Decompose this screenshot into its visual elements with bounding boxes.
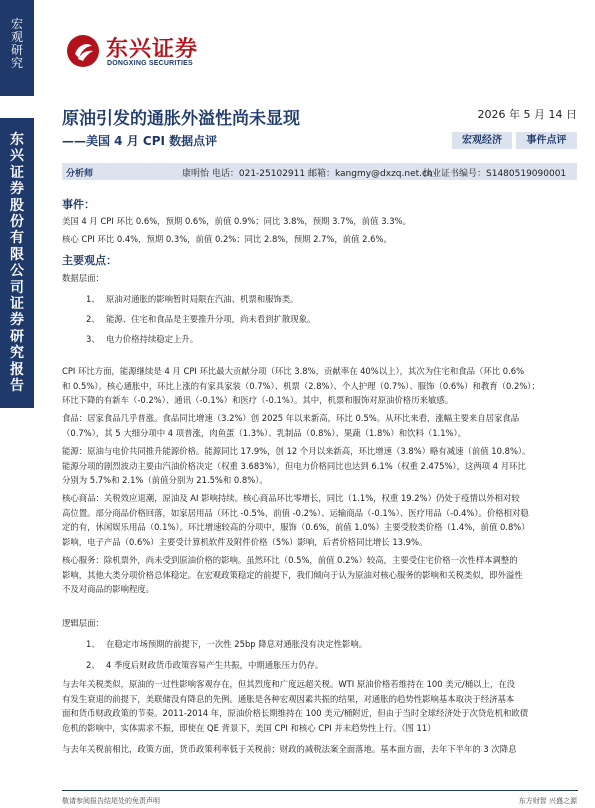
text-line: 核心商品：关税效应退潮，原油及 AI 影响持续。核心商品环比零增长，同比（1.1%，权重 19.2%）仍处于疫情以外相对较 (62, 493, 520, 503)
sidebar-char: 份 (10, 214, 24, 231)
sidebar-char: 究 (10, 345, 24, 362)
list-item-text: 电力价格持续稳定上升。 (106, 334, 199, 344)
list-item-text: 原油对通胀的影响暂时局限在汽油、机票和服饰类。 (106, 294, 299, 304)
list-item-text: 4 季度后财政货币政策容易产生共振，中期通胀压力仍存。 (106, 660, 324, 670)
logo-mark-icon (66, 34, 100, 68)
disclaimer-note: 敬请参阅报告结尾处的免责声明 (62, 797, 160, 805)
analyst-bar (62, 163, 577, 180)
footer-divider (62, 790, 578, 791)
text-line: 分别为 5.7%和 2.1%（前值分别为 21.5%和 0.8%）。 (62, 475, 268, 486)
sidebar-char: 宏 (10, 17, 23, 31)
report-title: 原油引发的通胀外溢性尚未显现 (62, 109, 300, 129)
sidebar-char: 公 (10, 263, 24, 280)
sidebar-char: 限 (10, 246, 24, 263)
analyst-label: 分析师 (66, 169, 94, 179)
report-date: 2026 年 5 月 14 日 (477, 108, 577, 121)
list-item-text: 在稳定市场预期的前提下，一次性 25bp 降息对通胀没有决定性影响。 (106, 639, 368, 649)
company-logo (66, 30, 226, 76)
sidebar-char: 观 (10, 30, 23, 44)
text-line: 影响，电子产品（0.6%）主要受计算机软件及附件价格（5%）影响，后者价格同比增长 13.9%。 (62, 536, 428, 547)
text-line: 能源分项的剧烈波动主要由汽油价格决定（权重 3.683%），但电力价格同比也达到 6.1%（权重 2.475%），这两项 4 月环比 (62, 460, 526, 471)
list-item: 1、 在稳定市场预期的前提下，一次性 25bp 降息对通胀没有决定性影响。 (86, 639, 368, 649)
text-line: 和 0.5%）。核心通胀中，环比上涨的有家具家装（0.7%）、机票（2.8%）、个人护理（0.7%）、服饰（0.6%）和教育（0.2%）； (62, 380, 540, 391)
sidebar-char: 有 (10, 230, 24, 247)
text-line: 定的有，休闲娱乐用品（0.1%）。环比增速较高的分项中，服饰（0.6%，前值 1.0%）主要受胶类价格（1.4%，前值 0.8%） (62, 522, 530, 533)
report-subtitle: ——美国 4 月 CPI 数据点评 (62, 134, 218, 148)
text-line: 影响，其他大类分项价格总体稳定。在宏观政策稳定的前提下，我们倾向于认为原油对核心服务的影响和关税类似，即外溢性 (62, 569, 523, 580)
paragraph-food (62, 411, 578, 440)
sidebar-char: 证 (10, 296, 24, 313)
text-line: 食品：居家食品几乎普涨。食品同比增速（3.2%）创 2025 年以来新高，环比 0.5%。从环比来看，涨幅主要来自居家食品 (62, 413, 520, 423)
text-line: 不及对商品的影响程度。 (62, 584, 155, 595)
sidebar-char: 究 (10, 56, 23, 70)
paragraph-core-goods (62, 491, 578, 549)
footer-slogan: 东方财智 兴盛之源 (518, 797, 577, 805)
text-line: 危机的影响中，实体需求不振，即使在 QE 背景下，美国 CPI 和核心 CPI 并未趋势性上行。（图 11） (62, 722, 436, 733)
list-item-text: 能源、住宅和食品是主要推升分项，尚未看到扩散现象。 (106, 314, 316, 324)
sidebar-char: 报 (10, 361, 24, 378)
list-item: 2、 能源、住宅和食品是主要推升分项，尚未看到扩散现象。 (86, 314, 316, 324)
sidebar-char: 券 (10, 312, 24, 329)
text-line: 能源：原油与电价共同推升能源价格。能源同比 17.9%，创 12 个月以来新高，环比增速（3.8%）略有减速（前值 10.8%）。 (62, 446, 531, 456)
sidebar-char: 兴 (10, 148, 24, 165)
text-line: 有发生衰退的前提下，美联储没有降息的先例。通胀是各种宏观因素共振的结果，对通胀的趋势性影响基本取决于经济基本 (62, 693, 515, 704)
sidebar-char: 东 (10, 132, 24, 148)
list-item: 1、 原油对通胀的影响暂时局限在汽油、机票和服饰类。 (86, 294, 299, 304)
report-type-tag: 事件点评 (516, 132, 577, 149)
logic-level-label: 逻辑层面： (62, 618, 104, 628)
text-line: CPI 环比方面，能源继续是 4 月 CPI 环比最大贡献分项（环比 3.8%，贡献率在 40%以上），其次为住宅和食品（环比 0.6% (62, 366, 525, 376)
logo-chinese-name: 东兴证券 (106, 37, 199, 62)
text-line: 高位置。部分商品价格回落，如家居用品（环比 -0.5%，前值 -0.2%）、运输商品（-0.1%）、医疗用品（-0.4%）。价格相对稳 (62, 507, 529, 518)
paragraph-policy-compare (62, 742, 578, 757)
text-line: （0.7%），其 5 大细分项中 4 项普涨，肉鱼蛋（1.3%）、乳制品（0.8%）、果蔬（1.8%）和饮料（1.1%）。 (62, 427, 467, 438)
event-line: 美国 4 月 CPI 环比 0.6%，预期 0.6%，前值 0.9%；同比 3.8%，预期 3.7%，前值 3.3%。 (62, 216, 411, 226)
sidebar-char: 券 (10, 181, 24, 198)
paragraph-core-services (62, 553, 578, 597)
sidebar-char: 股 (10, 197, 24, 214)
sidebar-company (0, 118, 34, 408)
sidebar-char: 研 (10, 43, 23, 57)
logo-english-name: DONGXING SECURITIES (107, 60, 193, 67)
text-line: 面和货币财政政策的节奏。2011-2014 年，原油价格长期维持在 100 美元/桶附近，但由于当时全球经济处于次贷危机和欧债 (62, 708, 529, 719)
sidebar-char: 告 (10, 378, 24, 395)
category-tag: 宏观经济 (452, 132, 512, 149)
left-sidebar (0, 0, 34, 808)
text-line: 与去年关税前相比，政策方面，货币政策利率低于关税前；财政的减税法案全面落地。基本面方面，去年下半年的 3 次降息 (62, 744, 517, 754)
sidebar-char: 研 (10, 328, 24, 345)
paragraph-cpi (62, 364, 578, 408)
sidebar-char: 司 (10, 279, 24, 296)
event-line: 核心 CPI 环比 0.4%，预期 0.3%，前值 0.2%；同比 2.8%，预期 2.7%，前值 2.6%。 (62, 234, 392, 244)
analyst-contact: 康明怡 电话：021-25102911 邮箱：kangmy@dxzq.net.cn (182, 169, 433, 179)
views-heading: 主要观点： (62, 254, 117, 267)
paragraph-energy (62, 444, 578, 488)
text-line: 环比下降的有新车（-0.2%）、通讯（-0.1%）和医疗（-0.1%）。其中，机票和服饰对原油价格历来敏感。 (62, 395, 454, 406)
text-line: 与去年关税类似，原油的一过性影响客观存在，但其烈度和广度远超关税。WTI 原油价格若维持在 100 美元/桶以上，在没 (62, 679, 516, 689)
text-line: 核心服务：除机票外，尚未受到原油价格的影响。虽然环比（0.5%，前值 0.2%）较高，主要受住宅价格一次性样本调整的 (62, 555, 518, 565)
list-item: 2、 4 季度后财政货币政策容易产生共振，中期通胀压力仍存。 (86, 660, 324, 670)
data-level-label: 数据层面： (62, 273, 104, 283)
sidebar-char: 证 (10, 164, 24, 181)
event-heading: 事件： (62, 198, 95, 211)
paragraph-oil-impact (62, 677, 578, 735)
sidebar-category (0, 0, 34, 96)
list-item: 3、 电力价格持续稳定上升。 (86, 334, 199, 344)
analyst-certificate: 执业证书编号：S1480519090001 (423, 169, 567, 179)
